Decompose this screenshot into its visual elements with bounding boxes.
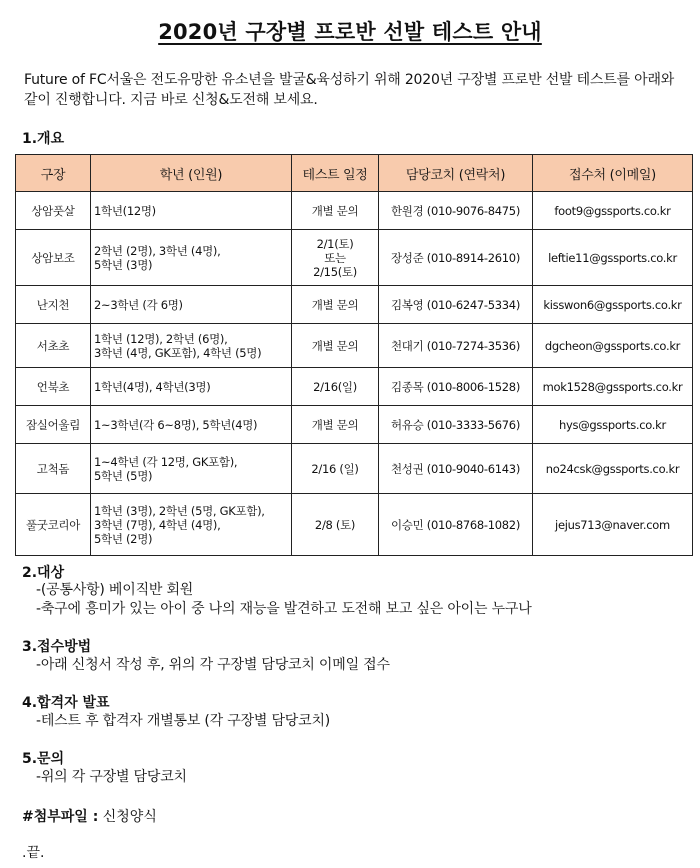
attachment-line bbox=[22, 806, 157, 826]
target-heading: 2.대상 bbox=[22, 565, 65, 581]
venue-cell: 상암풋살 bbox=[16, 192, 91, 230]
venue-cell: 고척돔 bbox=[16, 444, 91, 494]
table-header-row bbox=[16, 155, 693, 192]
schedule-cell: 2/1(토) 또는 2/15(토) bbox=[292, 230, 379, 286]
grade-cell: 1학년 (3명), 2학년 (5명, GK포함), 3학년 (7명), 4학년 (4명), 5학년 (2명) bbox=[91, 494, 292, 556]
table-row bbox=[16, 494, 693, 556]
table-row bbox=[16, 444, 693, 494]
coach-cell: 김복영 (010-6247-5334) bbox=[379, 286, 533, 324]
attachment-label: #첨부파일 : bbox=[22, 809, 99, 825]
coach-cell: 천성권 (010-9040-6143) bbox=[379, 444, 533, 494]
schedule-cell: 2/8 (토) bbox=[292, 494, 379, 556]
col-venue-header: 구장 bbox=[16, 155, 91, 192]
overview-heading: 1.개요 bbox=[22, 131, 65, 147]
email-cell[interactable]: hys@gssports.co.kr bbox=[533, 406, 693, 444]
col-coach-header: 담당코치 (연락처) bbox=[379, 155, 533, 192]
inquiry-line-1: -위의 각 구장별 담당코치 bbox=[36, 769, 187, 785]
schedule-cell: 개별 문의 bbox=[292, 324, 379, 368]
schedule-cell: 2/16 (일) bbox=[292, 444, 379, 494]
schedule-cell: 개별 문의 bbox=[292, 192, 379, 230]
coach-cell: 한원경 (010-9076-8475) bbox=[379, 192, 533, 230]
schedule-cell: 개별 문의 bbox=[292, 406, 379, 444]
result-heading: 4.합격자 발표 bbox=[22, 695, 110, 711]
grade-cell: 1학년(4명), 4학년(3명) bbox=[91, 368, 292, 406]
email-cell[interactable]: leftie11@gssports.co.kr bbox=[533, 230, 693, 286]
intro-paragraph: Future of FC서울은 전도유망한 유소년을 발굴&육성하기 위해 2020년 구장별 프로반 선발 테스트를 아래와 같이 진행합니다. 지금 바로 신청&도전해 보세요. bbox=[24, 72, 675, 108]
email-cell[interactable]: jejus713@naver.com bbox=[533, 494, 693, 556]
schedule-table bbox=[15, 154, 693, 556]
table-row bbox=[16, 368, 693, 406]
table-row bbox=[16, 286, 693, 324]
venue-cell: 잠실어울림 bbox=[16, 406, 91, 444]
col-email-header: 접수처 (이메일) bbox=[533, 155, 693, 192]
coach-cell: 이승민 (010-8768-1082) bbox=[379, 494, 533, 556]
table-row bbox=[16, 324, 693, 368]
grade-cell: 1~3학년(각 6~8명), 5학년(4명) bbox=[91, 406, 292, 444]
venue-cell: 상암보조 bbox=[16, 230, 91, 286]
document-title: 2020년 구장별 프로반 선발 테스트 안내 bbox=[158, 20, 542, 44]
email-cell[interactable]: mok1528@gssports.co.kr bbox=[533, 368, 693, 406]
table-row bbox=[16, 230, 693, 286]
col-schedule-header: 테스트 일정 bbox=[292, 155, 379, 192]
schedule-cell: 2/16(일) bbox=[292, 368, 379, 406]
venue-cell: 난지천 bbox=[16, 286, 91, 324]
col-grade-header: 학년 (인원) bbox=[91, 155, 292, 192]
email-cell[interactable]: kisswon6@gssports.co.kr bbox=[533, 286, 693, 324]
result-line-1: -테스트 후 합격자 개별통보 (각 구장별 담당코치) bbox=[36, 713, 331, 729]
venue-cell: 풀굿코리아 bbox=[16, 494, 91, 556]
coach-cell: 김종목 (010-8006-1528) bbox=[379, 368, 533, 406]
table-body bbox=[16, 192, 693, 556]
end-mark: .끝. bbox=[22, 845, 45, 861]
attachment-link[interactable]: 신청양식 bbox=[98, 809, 157, 825]
venue-cell: 언북초 bbox=[16, 368, 91, 406]
email-cell[interactable]: foot9@gssports.co.kr bbox=[533, 192, 693, 230]
document-title-wrap bbox=[0, 16, 700, 46]
grade-cell: 1학년 (12명), 2학년 (6명), 3학년 (4명, GK포함), 4학년 (5명) bbox=[91, 324, 292, 368]
inquiry-heading: 5.문의 bbox=[22, 751, 65, 767]
table-row bbox=[16, 406, 693, 444]
apply-line-1: -아래 신청서 작성 후, 위의 각 구장별 담당코치 이메일 접수 bbox=[36, 657, 390, 673]
apply-heading: 3.접수방법 bbox=[22, 639, 92, 655]
email-cell[interactable]: dgcheon@gssports.co.kr bbox=[533, 324, 693, 368]
grade-cell: 2학년 (2명), 3학년 (4명), 5학년 (3명) bbox=[91, 230, 292, 286]
target-line-1: -(공통사항) 베이직반 회원 bbox=[36, 582, 194, 598]
table-row bbox=[16, 192, 693, 230]
schedule-cell: 개별 문의 bbox=[292, 286, 379, 324]
email-cell[interactable]: no24csk@gssports.co.kr bbox=[533, 444, 693, 494]
grade-cell: 1~4학년 (각 12명, GK포함), 5학년 (5명) bbox=[91, 444, 292, 494]
grade-cell: 1학년(12명) bbox=[91, 192, 292, 230]
venue-cell: 서초초 bbox=[16, 324, 91, 368]
grade-cell: 2~3학년 (각 6명) bbox=[91, 286, 292, 324]
coach-cell: 천대기 (010-7274-3536) bbox=[379, 324, 533, 368]
target-line-2: -축구에 흥미가 있는 아이 중 나의 재능을 발견하고 도전해 보고 싶은 아이는 누구나 bbox=[36, 601, 532, 617]
coach-cell: 장성준 (010-8914-2610) bbox=[379, 230, 533, 286]
coach-cell: 허유승 (010-3333-5676) bbox=[379, 406, 533, 444]
